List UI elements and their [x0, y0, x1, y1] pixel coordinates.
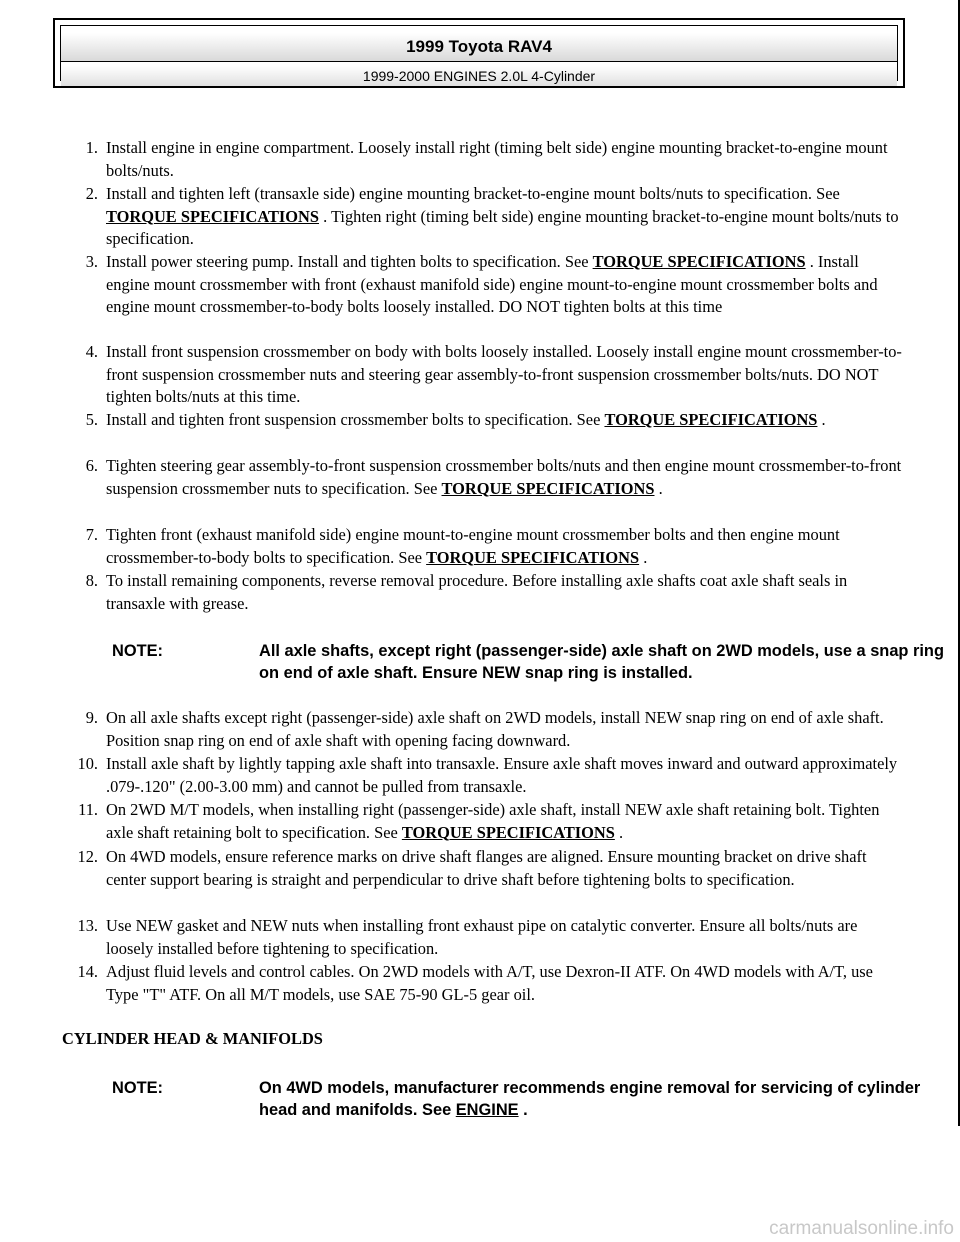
step-text: Use NEW gasket and NEW nuts when installing front exhaust pipe on catalytic converter. Ensure all bolts/nuts are loosely installed before tightening to specification. [106, 916, 858, 958]
document-header [53, 18, 905, 88]
torque-specifications-link[interactable]: TORQUE SPECIFICATIONS [592, 252, 806, 271]
note-text: All axle shafts, except right (passenger-side) axle shaft on 2WD models, use a snap ring on end of axle shaft. Ensure NEW snap ring is installed. [259, 642, 944, 682]
step-text: Install axle shaft by lightly tapping axle shaft into transaxle. Ensure axle shaft moves inward and outward approximately .079-.120" (2.00-3.00 mm) and cannot be pulled from transaxle. [106, 754, 898, 796]
note-text: On 4WD models, manufacturer recommends engine removal for servicing of cylinder head and manifolds. See ENGINE . [259, 1079, 921, 1119]
step-number: 11. [78, 800, 98, 819]
step-number: 1. [85, 138, 98, 157]
step-number: 4. [85, 342, 98, 361]
torque-specifications-link[interactable]: TORQUE SPECIFICATIONS [604, 410, 818, 429]
step-text: Tighten steering gear assembly-to-front suspension crossmember bolts/nuts and then engine mount crossmember-to-front suspension crossmember nuts to specification. See TORQUE SPECIFICATIONS . [106, 456, 902, 498]
step-text: Install engine in engine compartment. Loosely install right (timing belt side) engine mounting bracket-to-engine mount bolts/nuts. [106, 138, 888, 180]
step-number: 2. [85, 184, 98, 203]
section-subtitle: 1999-2000 ENGINES 2.0L 4-Cylinder [61, 66, 897, 86]
step-text: Tighten front (exhaust manifold side) engine mount-to-engine mount crossmember bolts and then engine mount crossmember-to-body bolts to specification. See TORQUE SPECIFICATIONS . [106, 525, 840, 567]
note-label: NOTE: [112, 642, 163, 660]
note-label: NOTE: [112, 1079, 163, 1097]
step-number: 12. [77, 847, 98, 866]
engine-link[interactable]: ENGINE [455, 1101, 519, 1119]
step-number: 6. [85, 456, 98, 475]
step-number: 10. [77, 754, 98, 773]
step-text: Install power steering pump. Install and tighten bolts to specification. See TORQUE SPECIFICATIONS . Install engine mount crossmember with front (exhaust manifold side) engine mount-to-engine mount crossmember bolts and engine mount crossmember-to-body bolts loosely installed. DO NOT tighten bolts at this time [106, 252, 878, 316]
vehicle-title: 1999 Toyota RAV4 [61, 33, 897, 62]
step-number: 8. [85, 571, 98, 590]
step-number: 5. [85, 410, 98, 429]
step-number: 7. [85, 525, 98, 544]
step-number: 14. [77, 962, 98, 981]
step-text: To install remaining components, reverse removal procedure. Before installing axle shafts coat axle shaft seals in transaxle with grease. [106, 571, 848, 613]
step-number: 3. [85, 252, 98, 271]
step-text: On 2WD M/T models, when installing right (passenger-side) axle shaft, install NEW axle shaft retaining bolt. Tighten axle shaft retaining bolt to specification. See TORQUE SPECIFICATIONS . [106, 800, 880, 842]
step-text: Install front suspension crossmember on body with bolts loosely installed. Loosely install engine mount crossmember-to-front suspension crossmember nuts and steering gear assembly-to-front suspension crossmember bolts/nuts. DO NOT tighten bolts/nuts at this time. [106, 342, 902, 406]
step-number: 13. [77, 916, 98, 935]
torque-specifications-link[interactable]: TORQUE SPECIFICATIONS [106, 206, 319, 226]
header-inner [60, 25, 898, 84]
step-text: Install and tighten left (transaxle side) engine mounting bracket-to-engine mount bolts/nuts to specification. See TORQUE SPECIFICATIONS . Tighten right (timing belt side) engine mounting bracket-to-engine mount bolts/nuts to specification. [106, 184, 899, 248]
watermark: carmanualsonline.info [769, 1218, 954, 1239]
section-heading: CYLINDER HEAD & MANIFOLDS [62, 1029, 323, 1048]
step-text: On all axle shafts except right (passenger-side) axle shaft on 2WD models, install NEW snap ring on end of axle shaft. Position snap ring on end of axle shaft with opening facing downward. [106, 708, 884, 750]
step-text: Adjust fluid levels and control cables. On 2WD models with A/T, use Dexron-II ATF. On 4WD models with A/T, use Type "T" ATF. On all M/T models, use SAE 75-90 GL-5 gear oil. [106, 962, 873, 1004]
step-text: On 4WD models, ensure reference marks on drive shaft flanges are aligned. Ensure mounting bracket on drive shaft center support bearing is straight and perpendicular to drive shaft before tightening bolts to specification. [106, 847, 867, 889]
torque-specifications-link[interactable]: TORQUE SPECIFICATIONS [426, 547, 640, 567]
torque-specifications-link[interactable]: TORQUE SPECIFICATIONS [441, 478, 655, 498]
step-text: Install and tighten front suspension crossmember bolts to specification. See TORQUE SPECIFICATIONS . [106, 410, 826, 429]
step-number: 9. [85, 708, 98, 727]
torque-specifications-link[interactable]: TORQUE SPECIFICATIONS [401, 822, 615, 842]
